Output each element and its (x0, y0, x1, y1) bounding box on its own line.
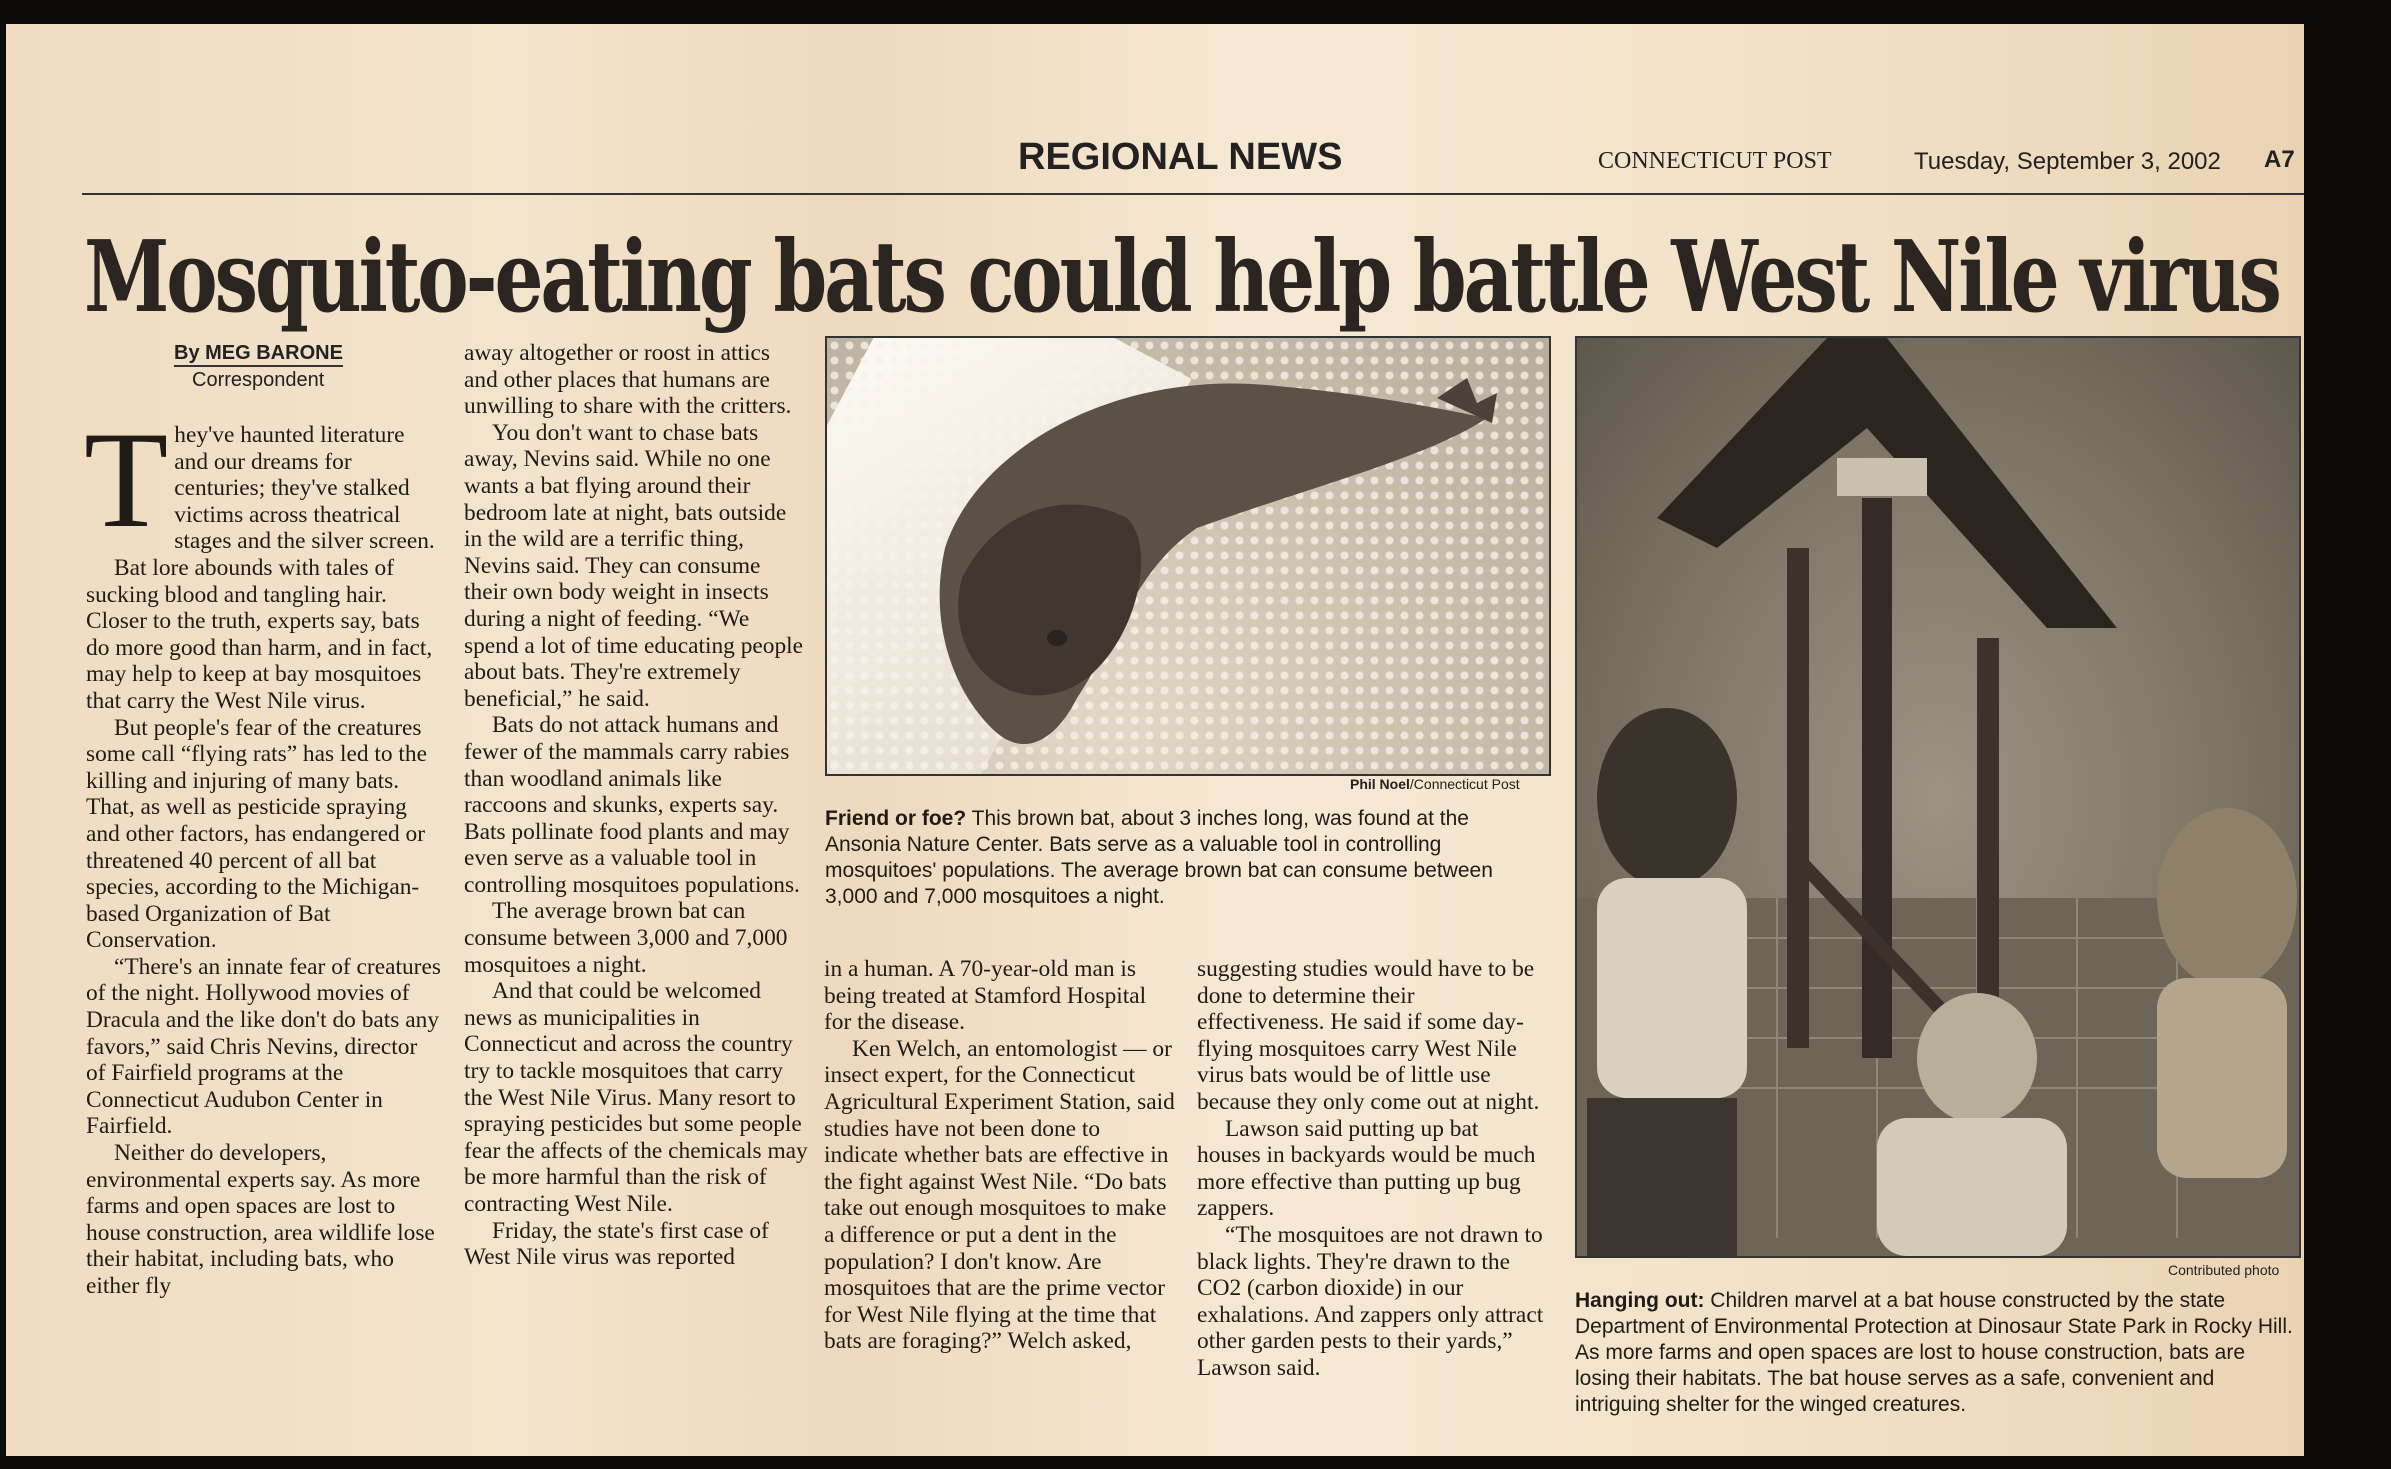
photo2-caption-text: Children marvel at a bat house constructed by the state Department of Environmental Protection at Dinosaur State Park in Rocky Hill. As more farms and open spaces are lost to house construction, bats are losing their habitats. The bat house serves as a safe, convenient and intriguing shelter for the winged creatures. (1575, 1289, 2293, 1416)
paragraph: away altogether or roost in attics and other places that humans are unwilling to share with the critters. (464, 340, 792, 420)
headline: Mosquito-eating bats could help battle West Nile virus (84, 220, 2279, 335)
photo1-credit-name: Phil Noel (1350, 776, 1410, 792)
paragraph: “The mosquitoes are not drawn to black lights. They're drawn to the CO2 (carbon dioxide) in our exhalations. And zappers only attract other garden pests to their yards,” Lawson said. (1197, 1221, 1544, 1381)
photo1-caption-lead: Friend or foe? (825, 807, 967, 830)
section-title: REGIONAL NEWS (1018, 136, 1343, 178)
newspaper-clipping (6, 24, 2304, 1456)
paragraph: But people's fear of the creatures some call “flying rats” has led to the killing and injuring of many bats. That, as well as pesticide spraying and other factors, has endangered or threatened 40 percent of all bat species, according to the Michigan-based Organization of Bat Conservation. (86, 714, 428, 954)
bat-house-image (1577, 338, 2299, 1256)
paragraph: Neither do developers, environmental experts say. As more farms and open spaces are lost to house construction, area wildlife lose their habitat, including bats, who either fly (86, 1140, 435, 1299)
issue-date: Tuesday, September 3, 2002 (1914, 148, 2221, 175)
paragraph: And that could be welcomed news as municipalities in Connecticut and across the country try to tackle mosquitoes that carry the West Nile Virus. Many resort to spraying pesticides but some people fear the affects of the chemicals may be more harmful than the risk of contracting West Nile. (464, 978, 808, 1217)
byline-role: Correspondent (192, 369, 325, 391)
bat-house-photo (1575, 336, 2301, 1258)
bat-image (827, 338, 1549, 774)
paragraph: Ken Welch, an entomologist — or insect expert, for the Connecticut Agricultural Experiment Station, said studies have not been done to indicate whether bats are effective in the fight against West Nile. “Do bats take out enough mosquitoes to make a difference or put a dent in the population? I don't know. Are mosquitoes that are the prime vector for West Nile flying at the time that bats are foraging?” Welch asked, (824, 1035, 1175, 1355)
paragraph: The average brown bat can consume between 3,000 and 7,000 mosquitoes a night. (464, 898, 788, 978)
paragraph: Lawson said putting up bat houses in backyards would be much more effective than putting up bug zappers. (1197, 1115, 1536, 1222)
photo1-credit (1350, 776, 1520, 792)
paragraph: Bats do not attack humans and fewer of the mammals carry rabies than woodland animals like raccoons and skunks, experts say. Bats pollinate food plants and may even serve as a valuable tool in controlling mosquitoes populations. (464, 712, 800, 898)
paragraph: You don't want to chase bats away, Nevins said. While no one wants a bat flying around their bedroom late at night, bats outside in the wild are a terrific thing, Nevins said. They can consume their own body weight in insects during a night of feeding. “We spend a lot of time educating people about bats. They're extremely beneficial,” he said. (464, 419, 804, 712)
paragraph: “There's an innate fear of creatures of the night. Hollywood movies of Dracula and the like don't do bats any favors,” said Chris Nevins, director of Fairfield programs at the Connecticut Audubon Center in Fairfield. (86, 953, 441, 1140)
photo2-caption-lead: Hanging out: (1575, 1289, 1705, 1312)
paragraph: Friday, the state's first case of West Nile virus was reported (464, 1217, 769, 1271)
byline-author: By MEG BARONE (174, 342, 343, 367)
article-column-1 (84, 403, 442, 1300)
header-rule (82, 193, 2304, 195)
bat-photo (825, 336, 1551, 776)
dropcap: T (84, 403, 169, 556)
publication-name: CONNECTICUT POST (1598, 148, 1832, 174)
photo2-caption (1575, 1288, 2297, 1418)
article-column-4 (1197, 956, 1547, 1382)
article-column-2 (464, 340, 808, 1271)
paragraph: suggesting studies would have to be done to determine their effectiveness. He said if some day-flying mosquitoes carry West Nile virus bats would be of little use because they only come out at night. (1197, 956, 1540, 1115)
photo1-caption-text: This brown bat, about 3 inches long, was found at the Ansonia Nature Center. Bats serve as a valuable tool in controlling mosquitoes' populations. The average brown bat can consume between 3,000 and 7,000 mosquitoes a night. (825, 807, 1493, 908)
photo2-credit: Contributed photo (2168, 1262, 2280, 1278)
paragraph: in a human. A 70-year-old man is being treated at Stamford Hospital for the disease. (824, 956, 1147, 1036)
article-column-3 (824, 956, 1178, 1355)
page-number: A7 (2264, 146, 2295, 173)
paragraph: Bat lore abounds with tales of sucking blood and tangling hair. Closer to the truth, experts say, bats do more good than harm, and in fact, may help to keep at bay mosquitoes that carry the West Nile virus. (86, 554, 433, 714)
photo1-caption (825, 806, 1547, 910)
photo1-credit-org: /Connecticut Post (1409, 776, 1520, 792)
paragraph: hey've haunted literature and our dreams for centuries; they've stalked victims across theatrical stages and the silver screen. (174, 422, 435, 555)
